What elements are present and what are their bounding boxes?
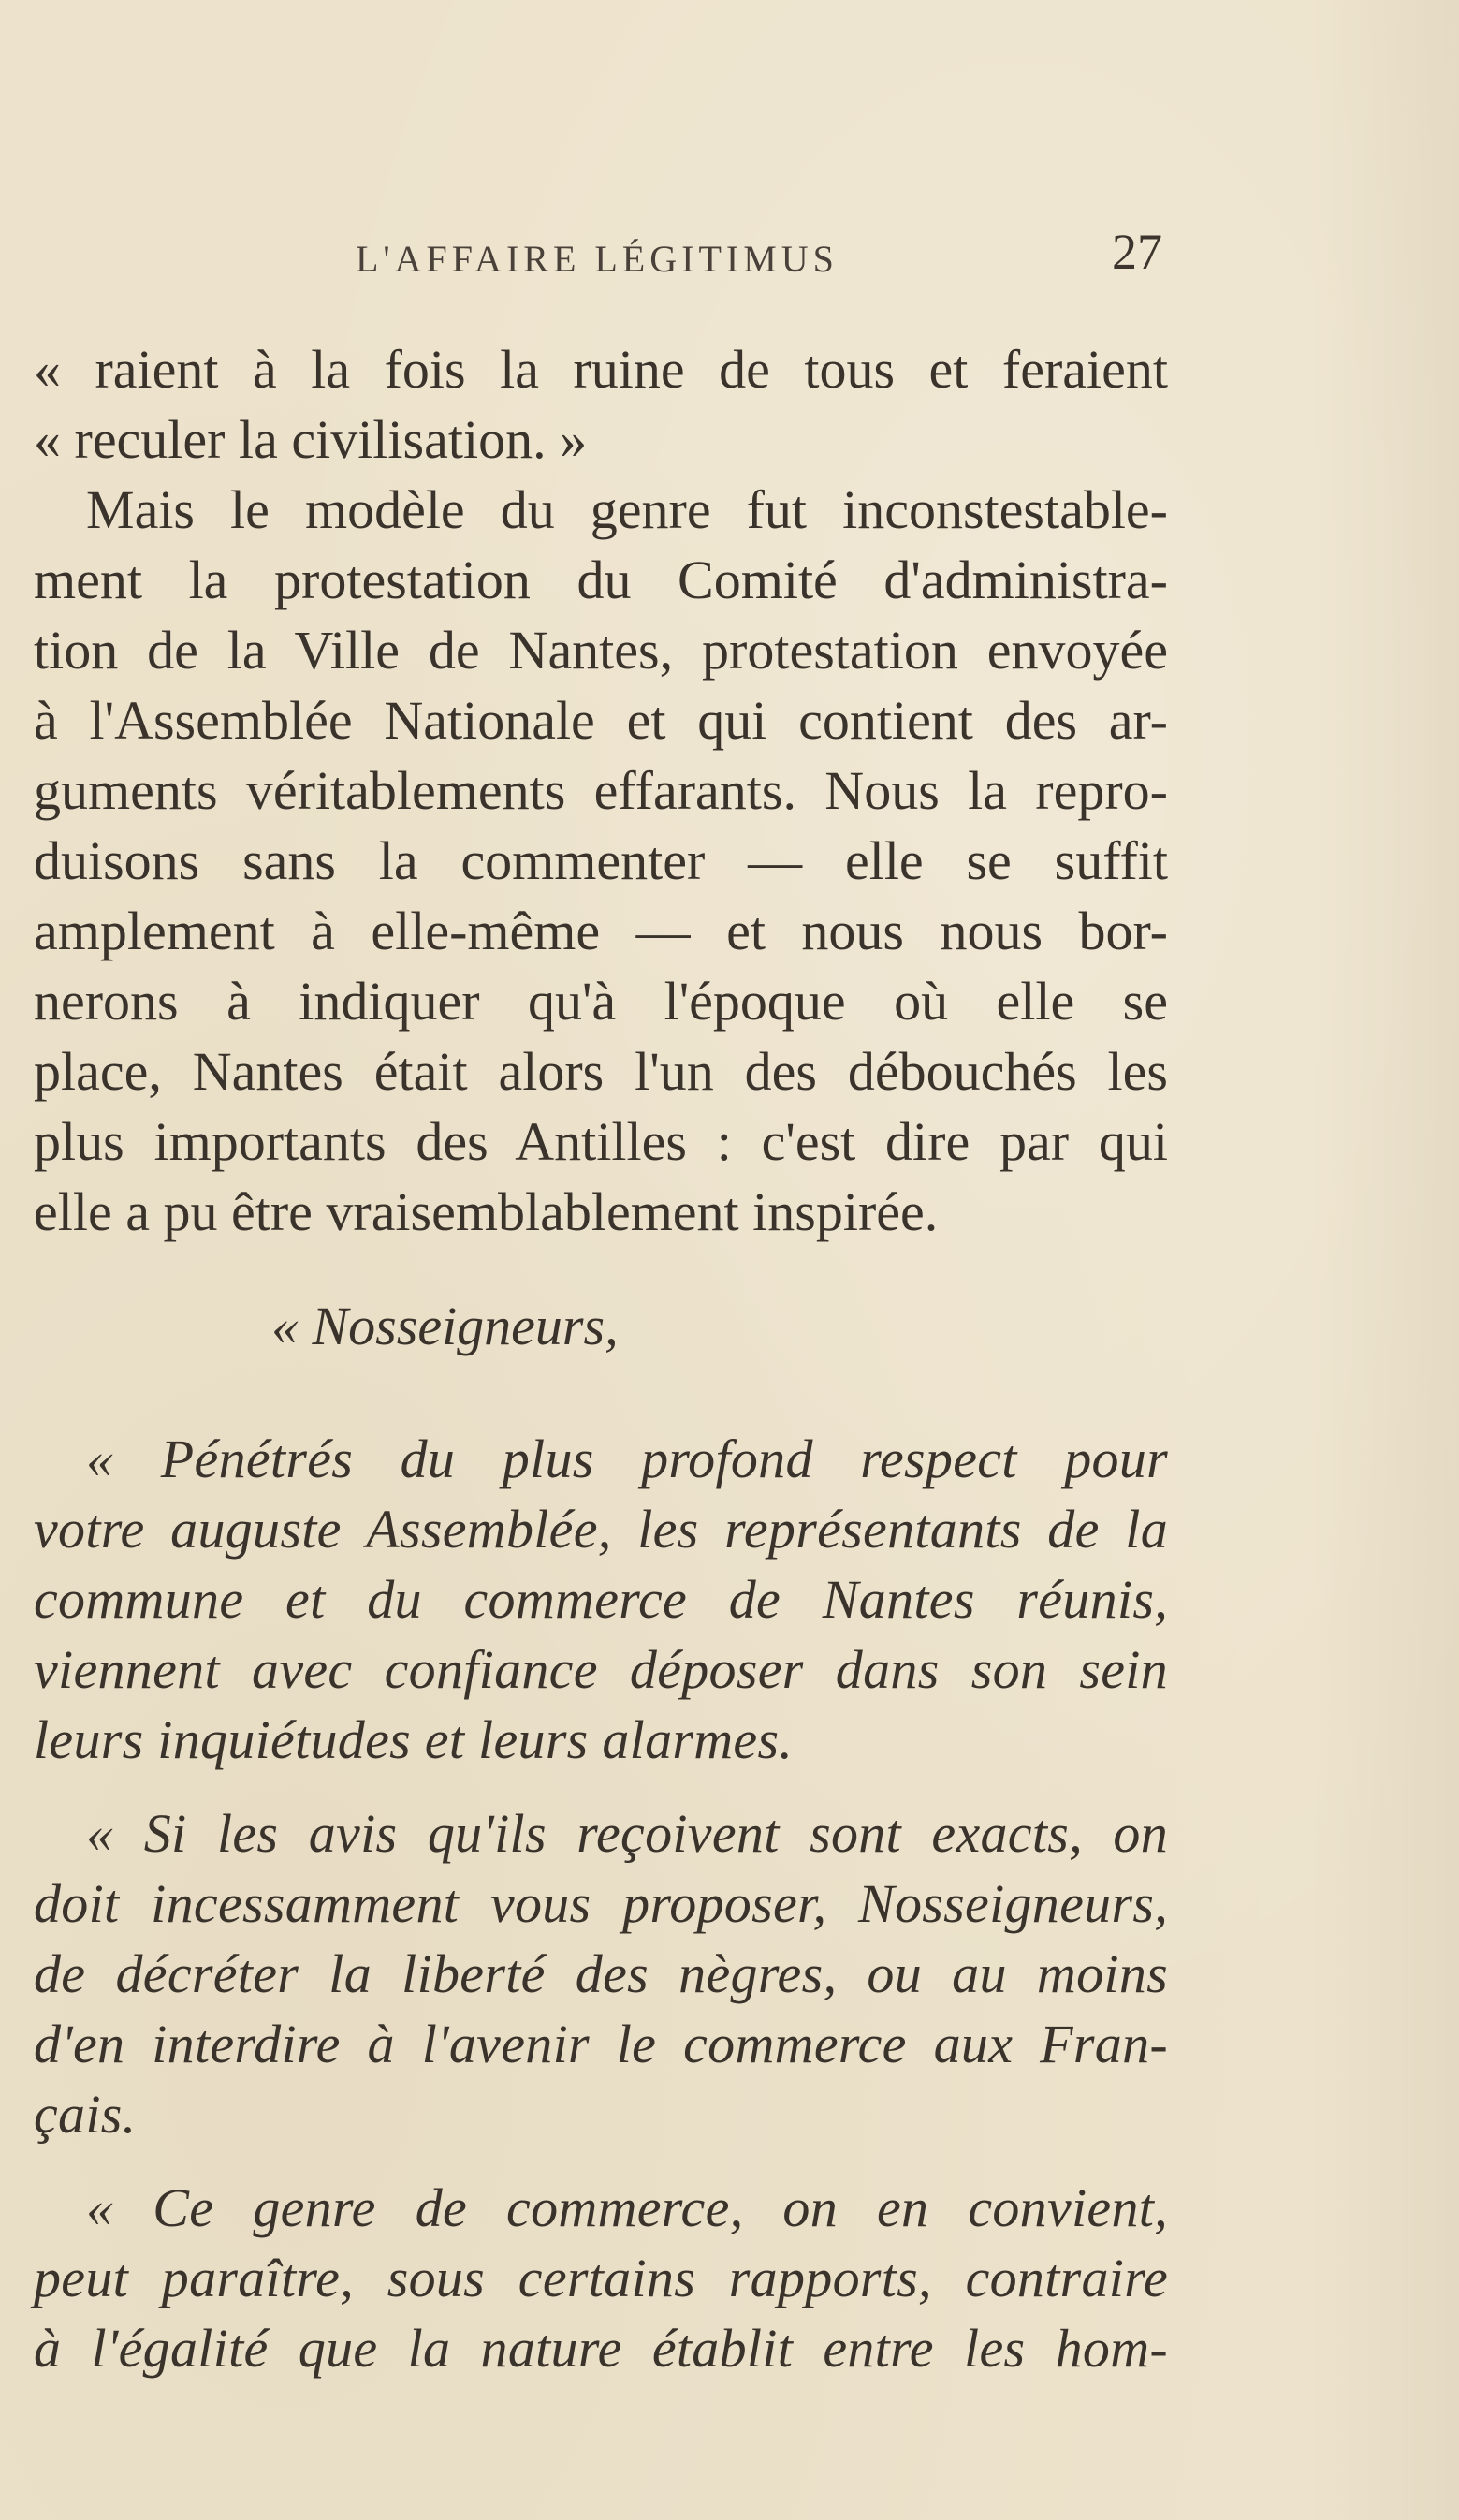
text-line: à l'Assemblée Nationale et qui contient des ar- <box>34 690 1168 751</box>
quote-line: peut paraître, sous certains rapports, contraire <box>34 2248 1168 2308</box>
page-edge-shadow <box>1309 0 1459 2520</box>
running-head: L'AFFAIRE LÉGITIMUS <box>356 238 839 280</box>
quote-line: « Pénétrés du plus profond respect pour <box>86 1428 1168 1489</box>
quote-line: d'en interdire à l'avenir le commerce aux Fran- <box>34 2014 1168 2074</box>
text-line: Mais le modèle du genre fut inconstestable- <box>86 479 1168 540</box>
quote-line: à l'égalité que la nature établit entre les hom- <box>34 2318 1168 2379</box>
text-line: place, Nantes était alors l'un des débouchés les <box>34 1041 1168 1102</box>
text-line: « reculer la civilisation. » <box>34 409 588 470</box>
text-line: guments véritablements effarants. Nous la repro- <box>34 760 1168 821</box>
quote-line: commune et du commerce de Nantes réunis, <box>34 1569 1168 1630</box>
text-line: elle a pu être vraisemblablement inspirée. <box>34 1181 939 1242</box>
quote-line: leurs inquiétudes et leurs alarmes. <box>34 1709 794 1770</box>
text-line: nerons à indiquer qu'à l'époque où elle se <box>34 971 1168 1032</box>
quote-line: « Si les avis qu'ils reçoivent sont exacts, on <box>86 1803 1168 1864</box>
salutation: « Nosseigneurs, <box>271 1296 619 1356</box>
text-line: amplement à elle-même — et nous nous bor- <box>34 901 1168 961</box>
quote-line: viennent avec confiance déposer dans son sein <box>34 1639 1168 1700</box>
text-line: tion de la Ville de Nantes, protestation envoyée <box>34 620 1168 681</box>
quote-line: « Ce genre de commerce, on en convient, <box>86 2177 1168 2238</box>
quote-line: çais. <box>34 2084 137 2145</box>
text-line: « raient à la fois la ruine de tous et feraient <box>34 339 1168 400</box>
page-header <box>0 0 1459 300</box>
text-line: ment la protestation du Comité d'administra- <box>34 549 1168 610</box>
text-line: duisons sans la commenter — elle se suffit <box>34 830 1168 891</box>
quote-line: de décréter la liberté des nègres, ou au moins <box>34 1943 1168 2004</box>
page-number: 27 <box>1112 224 1162 280</box>
quote-line: doit incessamment vous proposer, Nosseigneurs, <box>34 1873 1168 1934</box>
quote-line: votre auguste Assemblée, les représentants de la <box>34 1499 1168 1560</box>
text-line: plus importants des Antilles : c'est dire par qui <box>34 1111 1168 1172</box>
